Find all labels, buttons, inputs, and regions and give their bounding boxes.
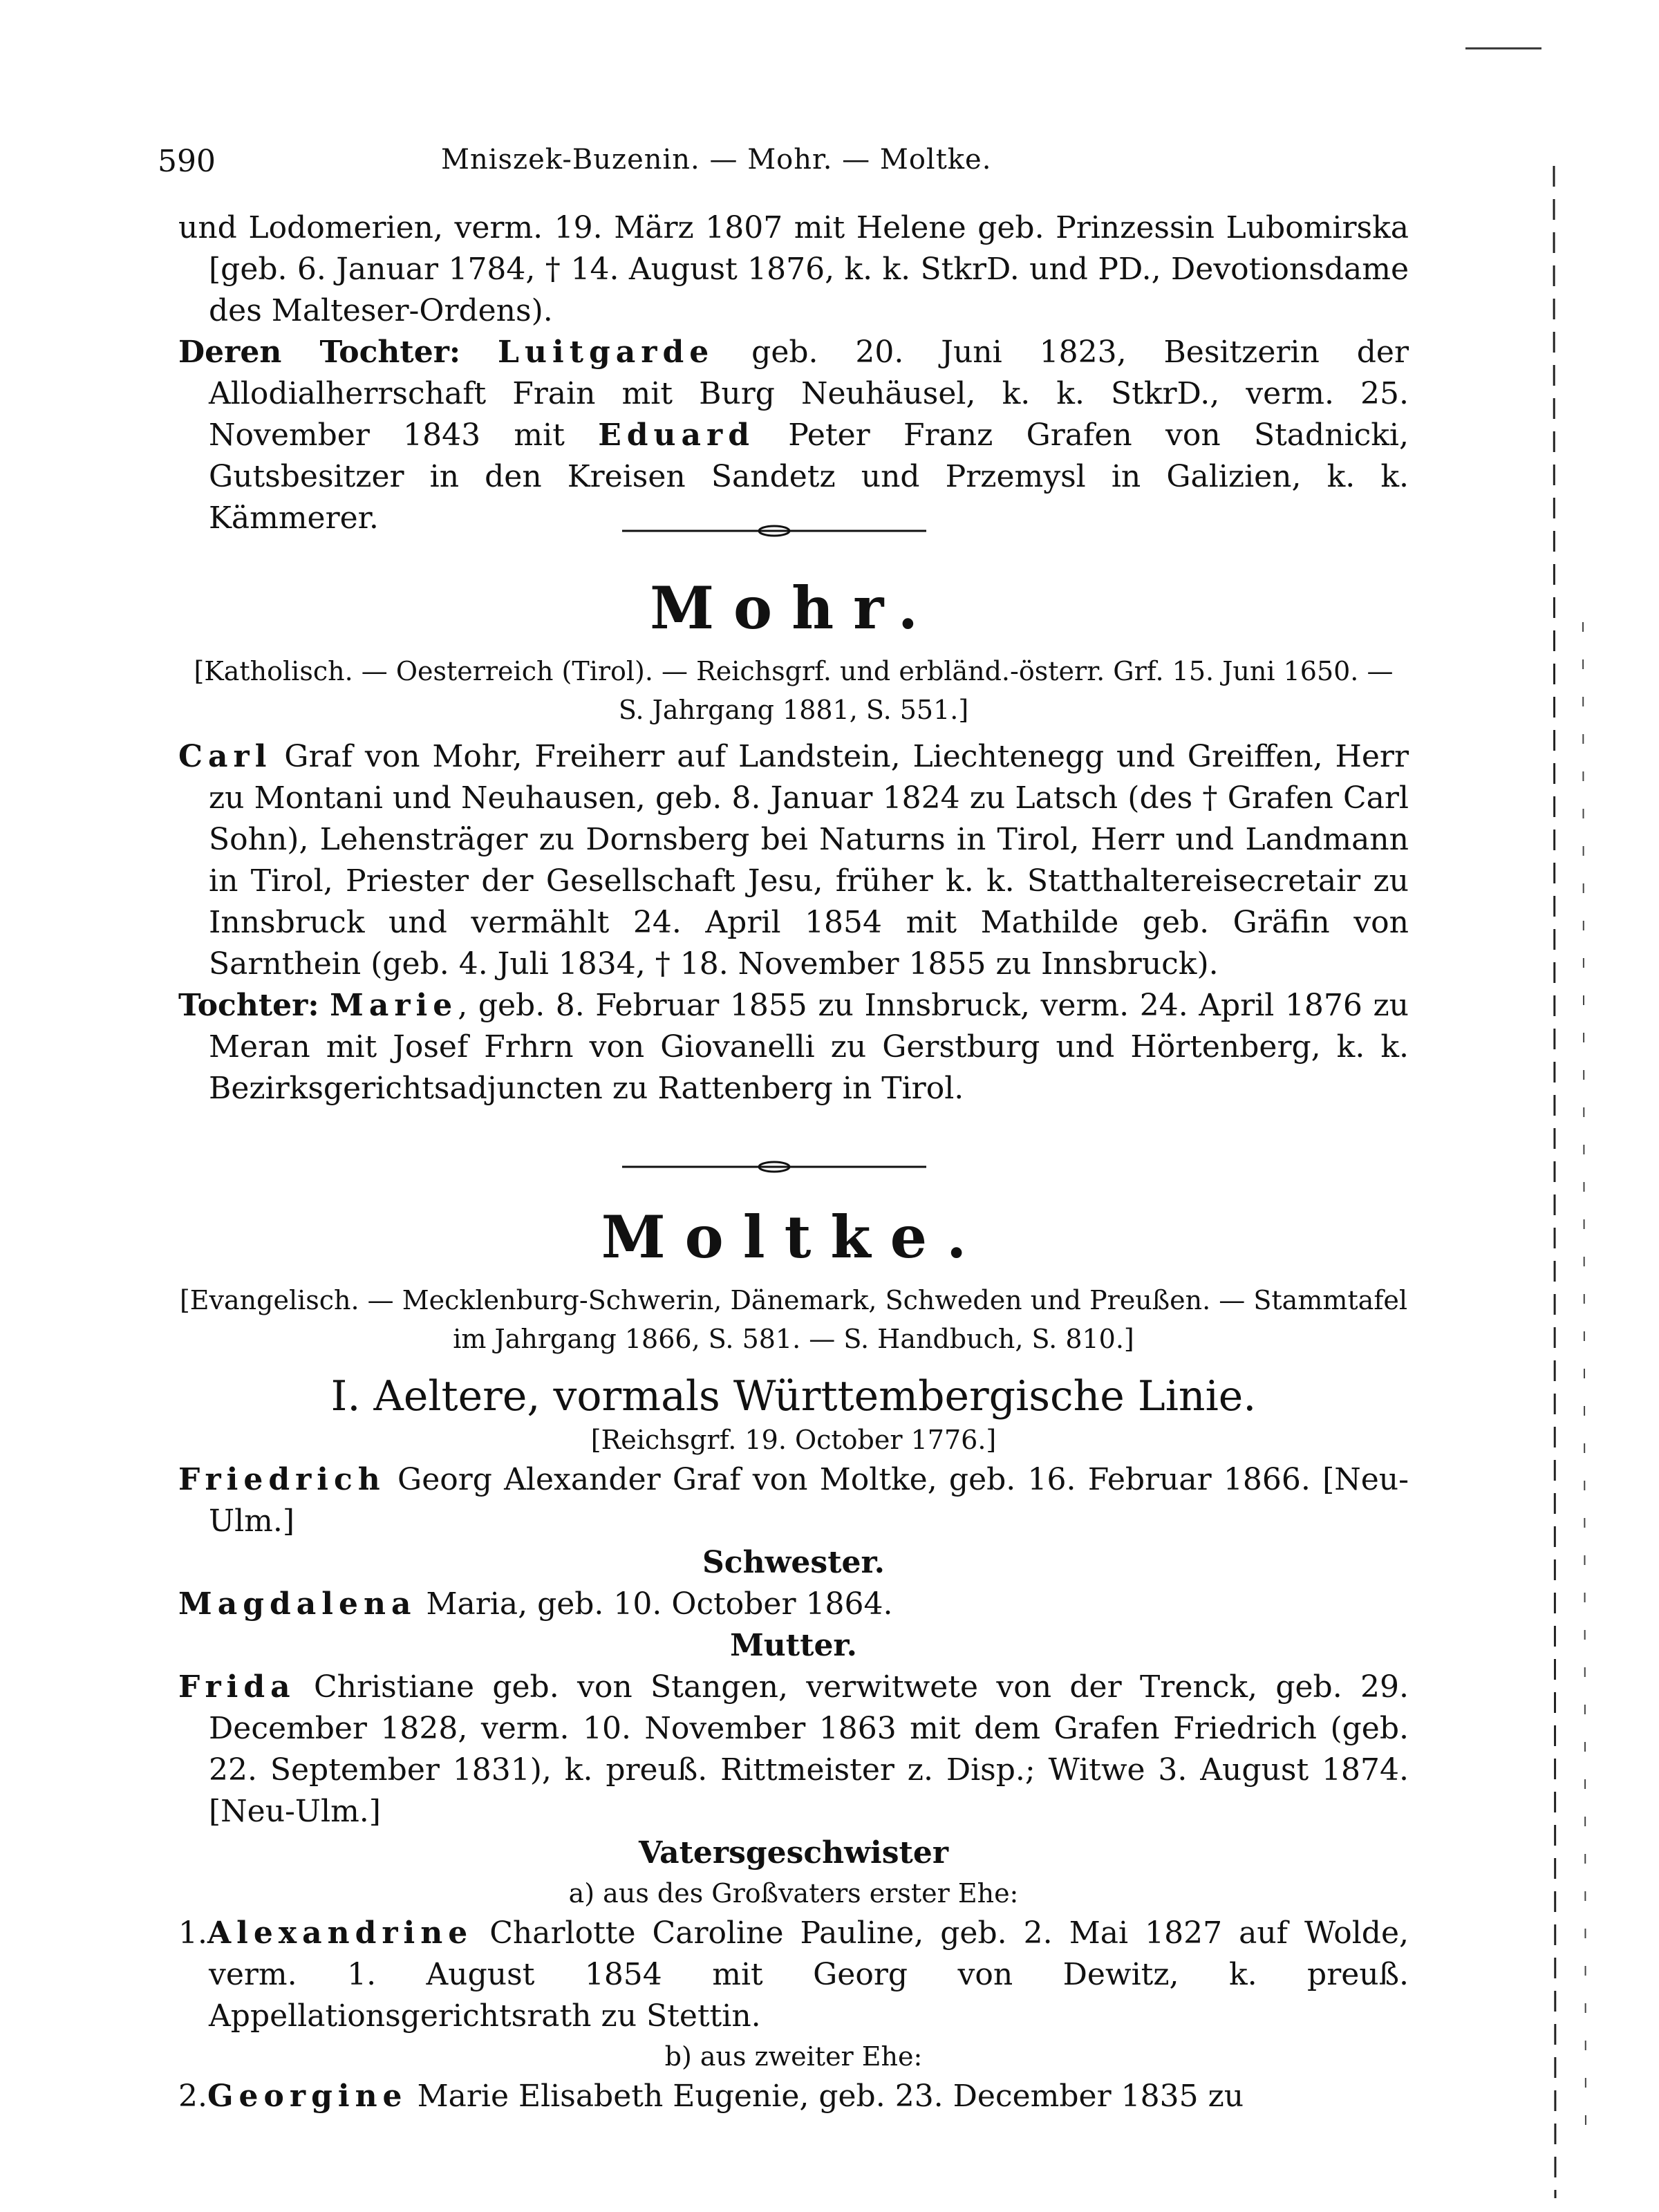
line-title: I. Aeltere, vormals Württembergische Linie. <box>330 1372 1257 1421</box>
mohr-daughter-label: Tochter: <box>178 988 319 1023</box>
husband-name: Eduard <box>598 418 755 453</box>
mohr-meta: [Katholisch. — Oesterreich (Tirol). — Reichsgrf. und erbländ.-österr. Grf. 15. Juni 1650. — S. Jahrgang 1881, S. 551.] <box>194 656 1394 725</box>
ornamental-divider-1 <box>622 524 926 538</box>
sibling-1-paragraph <box>178 1913 1409 2037</box>
head-paragraph <box>178 1459 1409 1542</box>
line-meta: [Reichsgrf. 19. October 1776.] <box>590 1425 997 1455</box>
mohr-carl-paragraph <box>178 736 1409 985</box>
sibling-1-number: 1. <box>178 1915 207 1951</box>
siblings-heading: Vatersgeschwister <box>638 1835 949 1871</box>
georgine-name: Georgine <box>207 2079 408 2114</box>
frida-text: Christiane geb. von Stangen, verwitwete von der Trenck, geb. 29. December 1828, verm. 10. November 1863 mit dem Grafen Friedrich (geb. 22. September 1831), k. preuß. Rittmeister z. Disp.; Witwe 3. August 1874. [Neu-Ulm.] <box>209 1669 1409 1829</box>
mohr-title: Mohr. <box>650 574 937 642</box>
daughter-label: Deren Tochter: <box>178 335 461 370</box>
daughter-name: Luitgarde <box>498 335 715 370</box>
sibling-2-number: 2. <box>178 2079 207 2114</box>
sister-paragraph <box>178 1584 1409 1625</box>
mother-paragraph <box>178 1667 1409 1833</box>
page-number: 590 <box>158 144 216 179</box>
moltke-meta: [Evangelisch. — Mecklenburg-Schwerin, Dänemark, Schweden und Preußen. — Stammtafel im Jahrgang 1866, S. 581. — S. Handbuch, S. 810.] <box>179 1285 1408 1354</box>
frida-name: Frida <box>178 1669 296 1705</box>
page-header <box>158 144 1402 185</box>
mohr-daughter-paragraph <box>178 985 1409 1109</box>
mother-heading: Mutter. <box>730 1628 857 1663</box>
marie-text: , geb. 8. Februar 1855 zu Innsbruck, verm. 24. April 1876 zu Meran mit Josef Frhrn von Giovanelli zu Gerstburg und Hörtenberg, k. k. Bezirksgerichtsadjuncten zu Rattenberg in Tirol. <box>209 988 1409 1106</box>
georgine-text: Marie Elisabeth Eugenie, geb. 23. December 1835 zu <box>417 2079 1244 2114</box>
moltke-title: Moltke. <box>601 1203 986 1271</box>
mohr-section <box>178 574 1409 1109</box>
magdalena-name: Magdalena <box>178 1586 417 1622</box>
friedrich-name: Friedrich <box>178 1462 386 1497</box>
friedrich-text: Georg Alexander Graf von Moltke, geb. 16. Februar 1866. [Neu-Ulm.] <box>209 1462 1409 1539</box>
running-head: Mniszek-Buzenin. — Mohr. — Moltke. <box>441 144 992 176</box>
sibling-2-paragraph <box>178 2076 1409 2117</box>
husband-text: Peter Franz Grafen von Stadnicki, Gutsbesitzer in den Kreisen Sandetz und Przemysl in Galizien, k. k. Kämmerer. <box>209 418 1409 536</box>
alexandrine-name: Alexandrine <box>207 1915 474 1951</box>
alexandrine-text: Charlotte Caroline Pauline, geb. 2. Mai 1827 auf Wolde, verm. 1. August 1854 mit Georg von Dewitz, k. preuß. Appellationsgerichtsrath zu Stettin. <box>209 1915 1409 2034</box>
scan-edge-marks <box>1452 0 1659 2212</box>
magdalena-text: Maria, geb. 10. October 1864. <box>426 1586 893 1622</box>
second-marriage-heading: b) aus zweiter Ehe: <box>664 2041 923 2072</box>
first-marriage-heading: a) aus des Großvaters erster Ehe: <box>568 1878 1019 1909</box>
carl-text: Graf von Mohr, Freiherr auf Landstein, Liechtenegg und Greiffen, Herr zu Montani und Neuhausen, geb. 8. Januar 1824 zu Latsch (des † Grafen Carl Sohn), Lehensträger zu Dornsberg bei Naturns in Tirol, Herr und Landmann in Tirol, Priester der Gesellschaft Jesu, früher k. k. Statthaltereisecretair zu Innsbruck und vermählt 24. April 1854 mit Mathilde geb. Gräfin von Sarnthein (geb. 4. Juli 1834, † 18. November 1855 zu Innsbruck). <box>209 739 1409 982</box>
intro-daughter-paragraph <box>178 332 1409 539</box>
ornamental-divider-2 <box>622 1160 926 1174</box>
carl-name: Carl <box>178 739 272 774</box>
marie-name: Marie <box>330 988 458 1023</box>
moltke-section <box>178 1203 1409 2117</box>
intro-section <box>178 207 1409 539</box>
sister-heading: Schwester. <box>702 1545 885 1580</box>
daughter-text: geb. 20. Juni 1823, Besitzerin der Allodialherrschaft Frain mit Burg Neuhäusel, k. k. StkrD., verm. 25. November 1843 mit <box>209 335 1409 453</box>
intro-marriage-paragraph: und Lodomerien, verm. 19. März 1807 mit Helene geb. Prinzessin Lubomirska [geb. 6. Januar 1784, † 14. August 1876, k. k. StkrD. und PD., Devotionsdame des Malteser-Ordens). <box>178 210 1409 328</box>
